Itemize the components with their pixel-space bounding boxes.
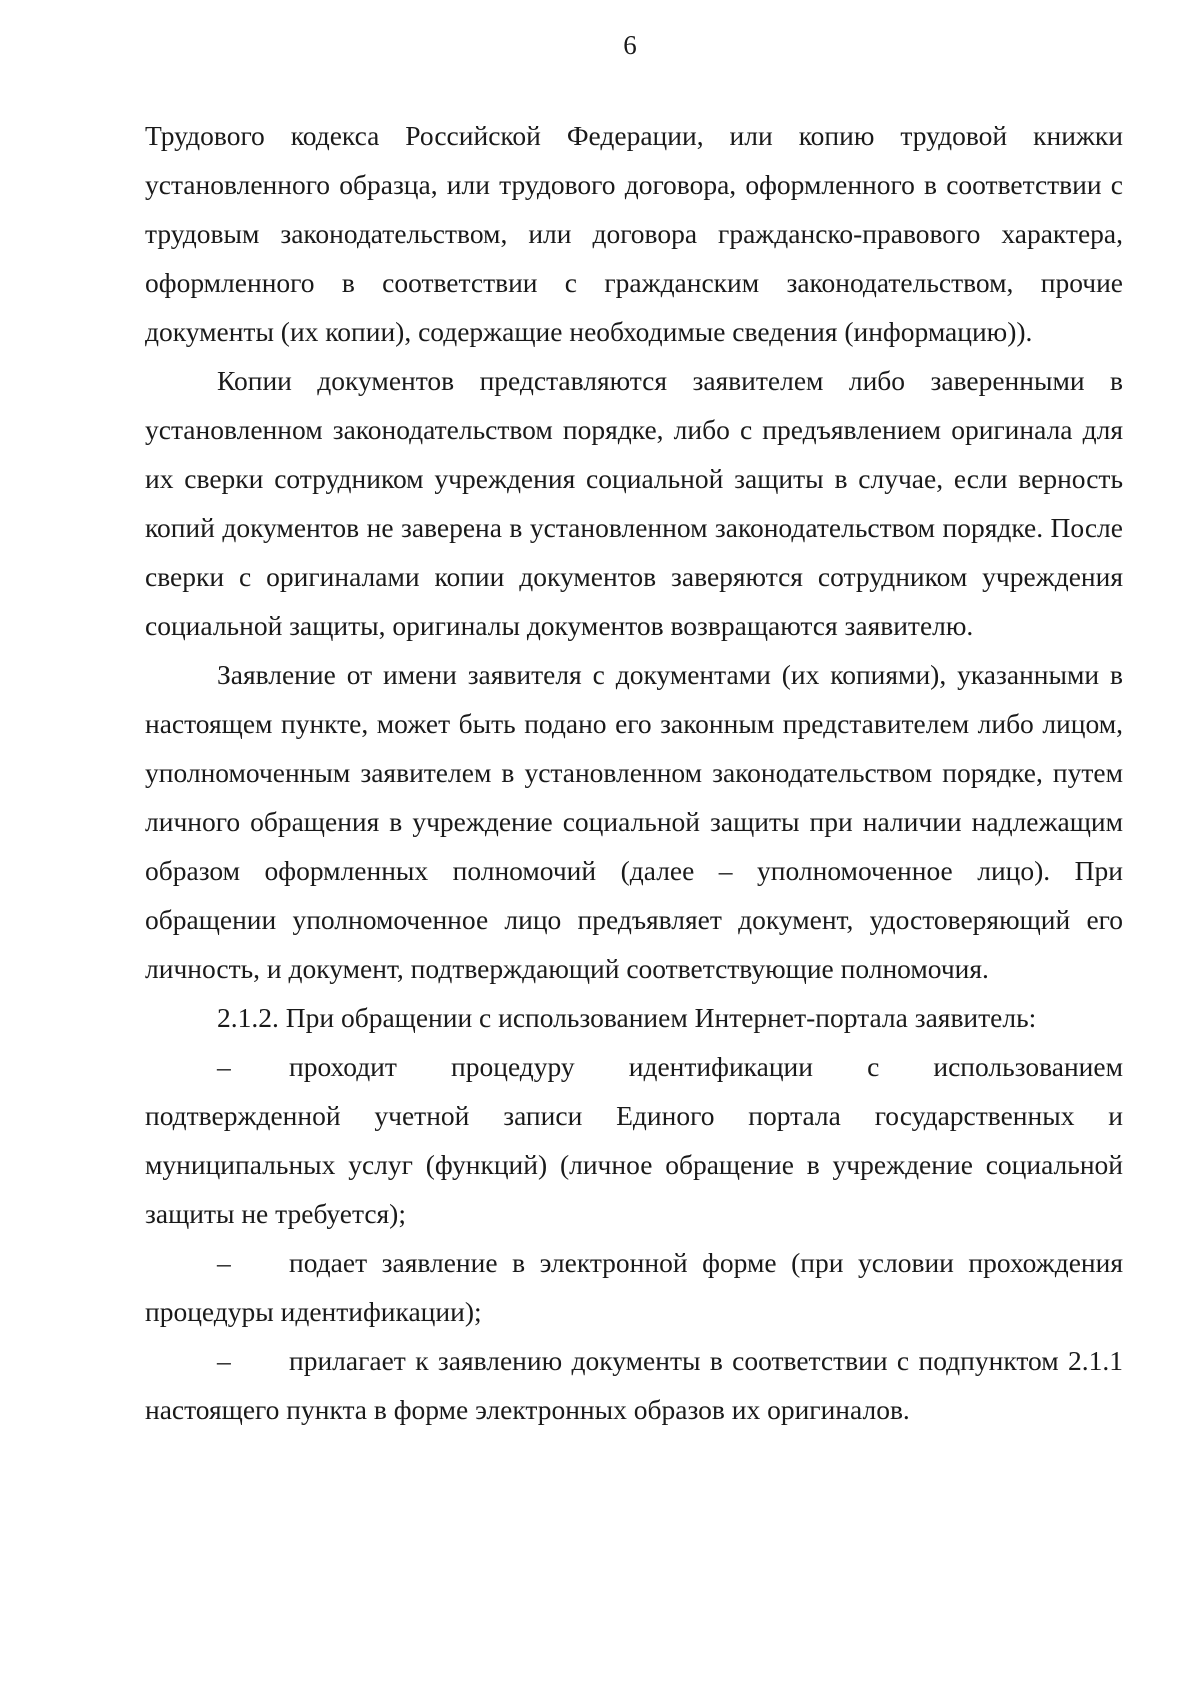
list-dash: – (217, 1051, 231, 1082)
page-number: 6 (623, 30, 637, 60)
paragraph-continuation: Трудового кодекса Российской Федерации, или копию трудовой книжки установленного образца, или трудового договора, оформленного в соответствии с трудовым законодательством, или договора гражданско-правового характера, оформленного в соответствии с гражданским законодательством, прочие документы (их копии), содержащие необходимые сведения (информацию)). (145, 120, 1123, 347)
list-dash: – (217, 1345, 231, 1376)
paragraph-copies: Копии документов представляются заявителем либо заверенными в установленном законодательством порядке, либо с предъявлением оригинала для их сверки сотрудником учреждения социальной защиты в случае, если верность копий документов не заверена в установленном законодательством порядке. После сверки с оригиналами копии документов заверяются сотрудником учреждения социальной защиты, оригиналы документов возвращаются заявителю. (145, 365, 1123, 641)
list-item-attachments (145, 1336, 1123, 1434)
list-item-text: проходит процедуру идентификации с использованием подтвержденной учетной записи Единого портала государственных и муниципальных услуг (функций) (личное обращение в учреждение социальной защиты не требуется); (145, 1051, 1123, 1229)
document-body (145, 111, 1123, 1434)
list-item-text: подает заявление в электронной форме (при условии прохождения процедуры идентификации); (145, 1247, 1123, 1327)
list-item-text: прилагает к заявлению документы в соответствии с подпунктом 2.1.1 настоящего пункта в форме электронных образов их оригиналов. (145, 1345, 1123, 1425)
list-item-identification (145, 1042, 1123, 1238)
list-dash: – (217, 1247, 231, 1278)
paragraph-portal-heading: 2.1.2. При обращении с использованием Интернет-портала заявитель: (217, 1002, 1037, 1033)
paragraph-representative: Заявление от имени заявителя с документами (их копиями), указанными в настоящем пункте, может быть подано его законным представителем либо лицом, уполномоченным заявителем в установленном законодательством порядке, путем личного обращения в учреждение социальной защиты при наличии надлежащим образом оформленных полномочий (далее – уполномоченное лицо). При обращении уполномоченное лицо предъявляет документ, удостоверяющий его личность, и документ, подтверждающий соответствующие полномочия. (145, 659, 1123, 984)
list-item-application (145, 1238, 1123, 1336)
